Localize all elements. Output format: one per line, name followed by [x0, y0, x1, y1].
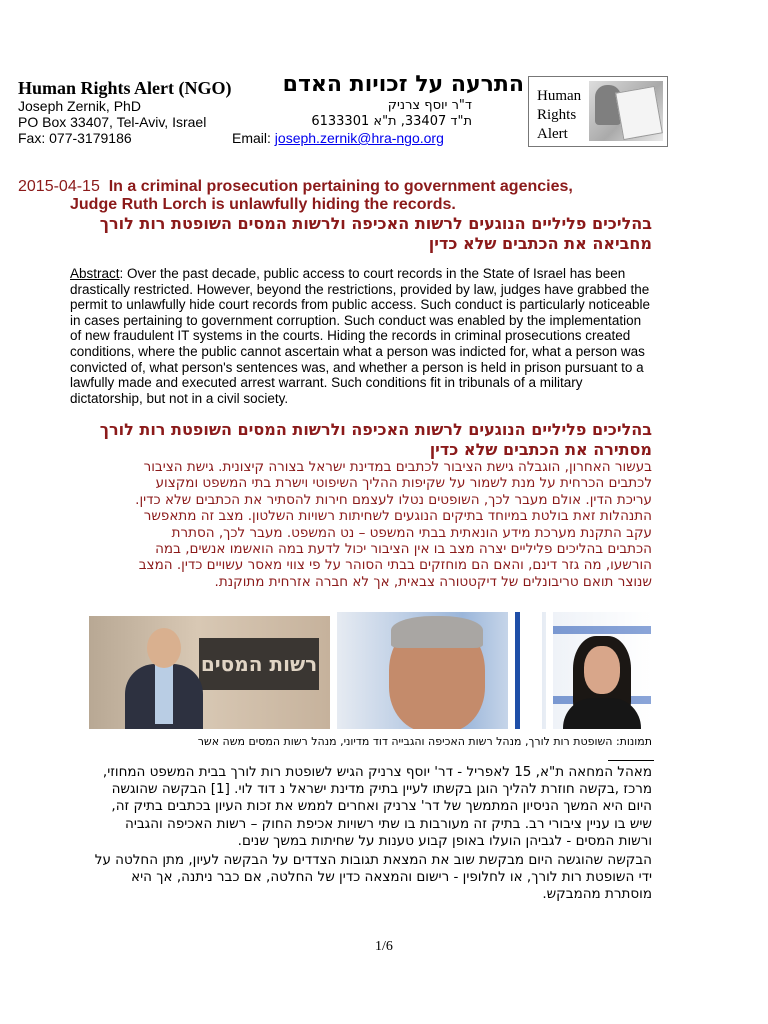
logo-text — [537, 87, 581, 144]
photo-hair — [391, 616, 483, 648]
hebrew-subhead-2: מסתירה את הכתבים שלא כדין — [429, 440, 652, 459]
photo-face — [584, 646, 620, 694]
author-name: Joseph Zernik, PhD — [18, 98, 141, 114]
hebrew-abstract — [52, 459, 652, 590]
photo-figure-shirt — [155, 664, 173, 724]
logo-line-1: Human — [537, 88, 582, 104]
photo-flag — [508, 612, 542, 729]
email-label: Email: — [232, 130, 275, 146]
logo-line-2: Rights — [537, 107, 577, 123]
body-line: הבקשה שהוגשה היום מבקשת שוב את המצאת תגובות הצדדים על הבקשה לעיון, מתן החלטה על — [94, 852, 652, 868]
abstract — [70, 266, 654, 406]
article-date: 2015-04-15 — [18, 178, 100, 195]
headline-line-2: Judge Ruth Lorch is unlawfully hiding the records. — [70, 196, 456, 213]
hebrew-abstract-line: לכתבים הכרחית על מנת לשמור על שקיפות ההליך השיפוטי וישרת בתי המשפט ומקצוע — [155, 475, 652, 492]
photo-enforcement-director — [337, 612, 546, 729]
headline-text-1: In a criminal prosecution pertaining to government agencies, — [108, 178, 573, 195]
hebrew-abstract-line: הורשעו, מה גזר דינם, והאם הם מוחזקים בבתי הסוהר על פי צווי מאסר עשויים כדין. המצב — [138, 557, 652, 574]
abstract-text: : Over the past decade, public access to court records in the State of Israel has been drastically restricted. However, beyond the restrictions, provided by law, judges have grabbed the permit to unlawfully hide court records from public access. Such conduct is particularly noticeable in cases pertaining to government corruption. Such conduct was enabled by the implementation of new fraudulent IT systems in the courts. Hiding the records in criminal prosecutions created conditions, where the public cannot ascertain what a person was indicted for, what a person was convicted of, what person's sentences was, and whether a person is held in prison pursuant to a lawfully made and executed arrest warrant. Such conditions fit in tribunals of a military dictatorship, but not in a civil society. — [70, 266, 651, 406]
body-line: היום היא המשך הניסיון המתמשך של דר' צרניק ואחרים לממש את זכות העיון בכתבים בתיק זה, — [111, 798, 652, 815]
headline-hebrew-2: מחביאה את הכתבים שלא כדין — [428, 234, 652, 253]
hebrew-abstract-line: בעשור האחרון, הוגבלה גישת הציבור לכתבים במדינת ישראל בצורה קיצונית. גישת הציבור — [143, 459, 652, 475]
author-name-hebrew: ד"ר יוסף צרניק — [387, 98, 472, 113]
body-line: מאהל המחאה ת"א, 15 לאפריל - דר' יוסף צרניק הגיש לשופטת רות לורך בבית המשפט המחוזי, — [102, 764, 652, 780]
hebrew-abstract-line: הכתבים בהליכים פליליים יצרה מצב בו אין הציבור יכול לדעת במה הואשמו אנשים, במה — [155, 541, 652, 558]
body-line: שיש בו עניין ציבורי רב. בתיק זה מעורבות בו שתי רשויות אכיפת החוק – רשות האכיפה והגביה — [125, 815, 652, 832]
photo-tax-authority-director — [89, 616, 330, 729]
hra-logo — [528, 76, 668, 147]
abstract-label: Abstract — [70, 266, 120, 281]
photo-figure-head — [147, 628, 181, 668]
headline-line-1 — [18, 177, 573, 196]
hebrew-abstract-line: עריכת הדין. אולם מעבר לכך, השופטים נטלו לעצמם חירות להסתיר את הכתבים שלא כדין. — [135, 491, 652, 508]
address: PO Box 33407, Tel-Aviv, Israel — [18, 114, 207, 130]
body-paragraph-2 — [52, 852, 652, 904]
body-line: ורשות המסים - לגביהן הועלו באופן קבוע טענות על שחיתות במשך שנים. — [237, 832, 652, 849]
separator-rule — [608, 760, 654, 761]
body-paragraph-1 — [52, 764, 652, 850]
photo-judge — [553, 612, 651, 729]
body-line: מרכז ,בקשה חוזרת להליך הוגן בקשתו לעיין בתיק מדינת ישראל נ דוד לוי. [1] הבקשה שהוגשה — [111, 781, 652, 798]
tax-authority-sign: רשות המסים — [199, 638, 319, 690]
fax-number: Fax: 077-3179186 — [18, 130, 132, 146]
hebrew-subhead-1: בהליכים פליליים הנוגעים לרשות האכיפה ולרשות המסים השופטת רות לורך — [99, 420, 652, 439]
body-line: מוסתרת מהמבקש. — [542, 886, 652, 903]
hebrew-abstract-line: התנהלות זאת בולטת במיוחד בתיקים הנוגעים לשחיתות רשויות השלטון. מצב זה מתאפשר — [143, 508, 652, 525]
photo-caption: תמונות: השופטת רות לורך, מנהל רשות האכיפה והגבייה דוד מדיוני, מנהל רשות המסים משה אשר — [197, 735, 652, 748]
org-name: Human Rights Alert (NGO) — [18, 78, 232, 98]
email-line — [232, 130, 444, 146]
headline-hebrew-1: בהליכים פליליים הנוגעים לרשות האכיפה ולרשות המסים השופטת רות לורך — [99, 214, 652, 233]
hebrew-abstract-line: שנוצר תואם טריבונלים של דיקטטורה צבאית, אך לא חברה אזרחית מתוקנת. — [214, 573, 652, 590]
email-link[interactable]: joseph.zernik@hra-ngo.org — [274, 130, 444, 146]
org-name-hebrew: התרעה על זכויות האדם — [282, 72, 524, 97]
logo-line-3: Alert — [537, 126, 568, 142]
hebrew-abstract-line: עקב התקנת מערכת מידע הונאתית בבתי המשפט – נט המשפט. מעבר לכך, הסתרת — [171, 524, 652, 541]
page-number: 1/6 — [375, 939, 393, 954]
logo-image — [589, 81, 663, 141]
body-line: ידי השופטת רות לורך, או לחלופין - רישום והמצאה כדין של החלטה, אם כבר ניתנה, אך היא — [131, 869, 652, 886]
address-hebrew: ת"ד 33407, ת"א 6133301 — [311, 114, 472, 129]
